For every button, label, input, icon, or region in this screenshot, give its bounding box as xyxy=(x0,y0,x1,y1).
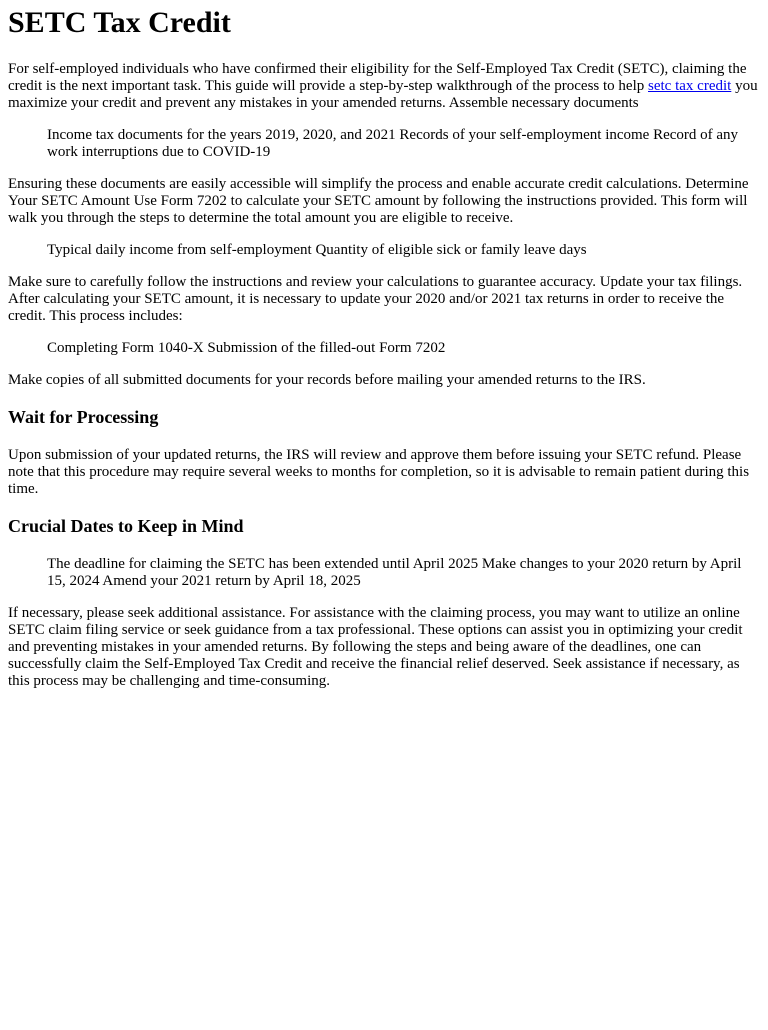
deadlines-quote: The deadline for claiming the SETC has been extended until April 2025 Make changes to your 2020 return by April 15, 2024 Amend your 2021 return by April 18, 2025 xyxy=(47,556,742,589)
crucial-dates-heading: Crucial Dates to Keep in Mind xyxy=(8,516,244,536)
update-filings-paragraph: Make sure to carefully follow the instructions and review your calculations to guarantee accuracy. Update your tax filings. After calculating your SETC amount, it is necessary to update your 2020 and/or 2021 tax returns in order to receive the credit. This process includes: xyxy=(8,274,743,324)
assistance-paragraph: If necessary, please seek additional assistance. For assistance with the claiming process, you may want to utilize an online SETC claim filing service or seek guidance from a tax professional. These options can assist you in optimizing your credit and preventing mistakes in your amended returns. By following the steps and being aware of the deadlines, one can successfully claim the Self-Employed Tax Credit and receive the financial relief deserved. Seek assistance if necessary, as this process may be challenging and time-consuming. xyxy=(8,605,743,689)
process-steps-quote: Completing Form 1040-X Submission of the filled-out Form 7202 xyxy=(47,340,446,356)
intro-text-after-link: you maximize your credit and prevent any mistakes in your amended returns. Assemble necessary documents xyxy=(8,78,758,111)
form-inputs-quote: Typical daily income from self-employment Quantity of eligible sick or family leave days xyxy=(47,242,587,258)
article xyxy=(0,6,768,690)
intro-paragraph xyxy=(8,61,760,112)
copies-paragraph: Make copies of all submitted documents for your records before mailing your amended returns to the IRS. xyxy=(8,372,646,388)
documents-list-quote: Income tax documents for the years 2019, 2020, and 2021 Records of your self-employment income Record of any work interruptions due to COVID-19 xyxy=(47,127,739,160)
processing-paragraph: Upon submission of your updated returns, the IRS will review and approve them before issuing your SETC refund. Please note that this procedure may require several weeks to months for completion, so it is advisable to remain patient during this time. xyxy=(8,447,750,497)
page-title: SETC Tax Credit xyxy=(8,6,231,39)
determine-amount-paragraph: Ensuring these documents are easily accessible will simplify the process and enable accurate credit calculations. Determine Your SETC Amount Use Form 7202 to calculate your SETC amount by following the instructions provided. This form will walk you through the steps to determine the total amount you are eligible to receive. xyxy=(8,176,749,226)
setc-tax-credit-link[interactable]: setc tax credit xyxy=(648,78,732,94)
wait-processing-heading: Wait for Processing xyxy=(8,407,159,427)
intro-text-before-link: For self-employed individuals who have confirmed their eligibility for the Self-Employed Tax Credit (SETC), claiming the credit is the next important task. This guide will provide a step-by-step walkthrough of the process to help xyxy=(8,61,747,94)
